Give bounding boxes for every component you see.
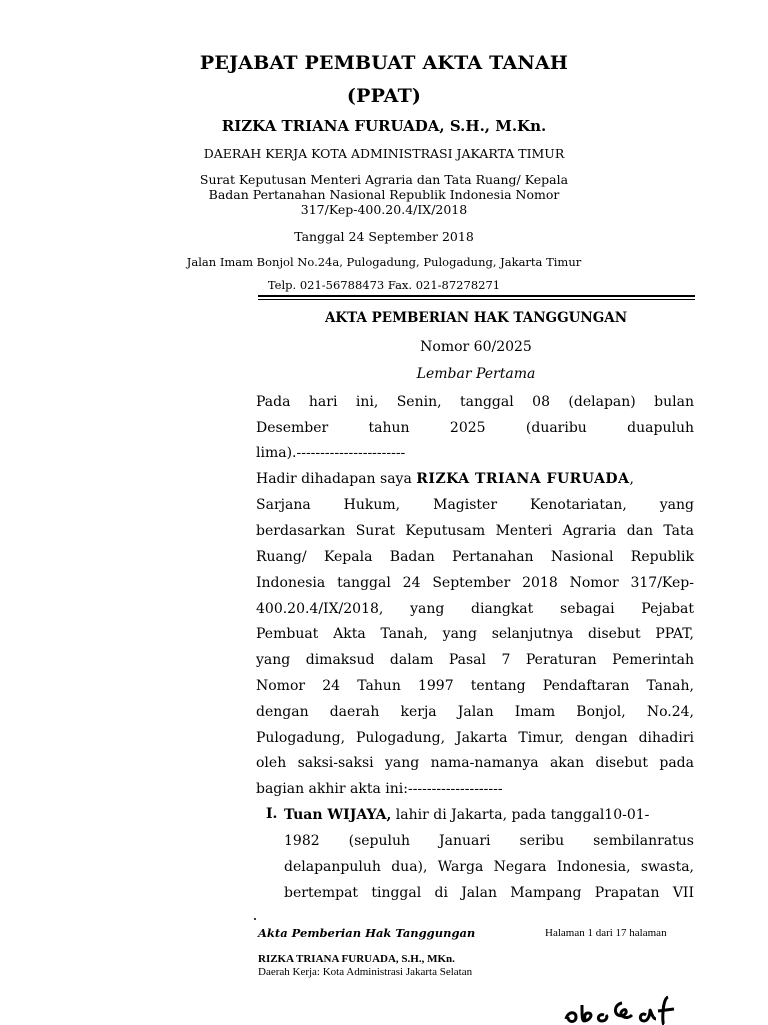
paragraph-2-line: oleh saksi-saksi yang nama-namanya akan disebut pada [256, 755, 694, 771]
paragraph-2-intro: Hadir dihadapan saya [256, 471, 417, 487]
list-item-line: bertempat tinggal di Jalan Mampang Prapatan VII [284, 885, 694, 901]
paragraph-2-line: bagian akhir akta ini:-------------------- [256, 781, 503, 797]
header-divider-thin [258, 299, 695, 300]
header-title: PEJABAT PEMBUAT AKTA TANAH [199, 52, 569, 74]
paragraph-2-line: Nomor 24 Tahun 1997 tentang Pendaftaran Tanah, [256, 678, 694, 694]
paragraph-2-comma: , [629, 471, 634, 487]
paragraph-2-first-line [256, 470, 694, 488]
paragraph-2-line: dengan daerah kerja Jalan Imam Bonjol, No.24, [256, 704, 694, 720]
office-address: Jalan Imam Bonjol No.24a, Pulogadung, Pulogadung, Jakarta Timur [186, 255, 582, 269]
decree-line-1: Surat Keputusan Menteri Agraria dan Tata Ruang/ Kepala [199, 172, 569, 187]
paragraph-1-line: Pada hari ini, Senin, tanggal 08 (delapan) bulan [256, 394, 694, 410]
official-name: RIZKA TRIANA FURUADA, S.H., M.Kn. [221, 117, 547, 135]
paragraph-2-line: Sarjana Hukum, Magister Kenotariatan, yang [256, 497, 694, 513]
list-item-number: I. [266, 806, 278, 822]
paragraph-2-line: yang dimaksud dalam Pasal 7 Peraturan Pemerintah [256, 652, 694, 668]
list-item-line: delapanpuluh dua), Warga Negara Indonesia, swasta, [284, 859, 694, 875]
decree-date: Tanggal 24 September 2018 [294, 229, 474, 244]
paragraph-2-line: Indonesia tanggal 24 September 2018 Nomor 317/Kep- [256, 575, 694, 591]
footer-official-name: RIZKA TRIANA FURUADA, S.H., MKn. [258, 953, 455, 965]
list-item-text: lahir di Jakarta, pada tanggal10-01- [391, 807, 650, 823]
party-name: Tuan WIJAYA, [284, 807, 392, 823]
list-item-first-line [284, 806, 694, 824]
paragraph-1-line: lima).----------------------- [256, 445, 406, 461]
list-item-line: 1982 (sepuluh Januari seribu sembilanratus [284, 833, 694, 849]
official-name-inline: RIZKA TRIANA FURUADA [416, 471, 630, 487]
header-divider [258, 295, 695, 297]
paragraph-2-line: Ruang/ Kepala Badan Pertanahan Nasional Republik [256, 549, 694, 565]
footer-page-number: Halaman 1 dari 17 halaman [545, 927, 667, 939]
header-subtitle: (PPAT) [346, 85, 422, 107]
office-phone: Telp. 021-56788473 Fax. 021-87278271 [267, 278, 501, 292]
footer-document-name: Akta Pemberian Hak Tanggungan [258, 926, 476, 940]
handwritten-scribble [560, 985, 700, 1025]
footer-work-area: Daerah Kerja: Kota Administrasi Jakarta Selatan [258, 966, 473, 978]
decree-line-2: Badan Pertanahan Nasional Republik Indonesia Nomor [208, 187, 560, 202]
paragraph-2-line: Pulogadung, Pulogadung, Jakarta Timur, dengan dihadiri [256, 730, 694, 746]
paragraph-2-line: Pembuat Akta Tanah, yang selanjutnya disebut PPAT, [256, 626, 694, 642]
footer-mark [254, 918, 256, 920]
document-title: AKTA PEMBERIAN HAK TANGGUNGAN [324, 310, 628, 326]
paragraph-1-line: Desember tahun 2025 (duaribu duapuluh [256, 420, 694, 436]
paragraph-2-line: berdasarkan Surat Keputusam Menteri Agraria dan Tata [256, 523, 694, 539]
paragraph-2-line: 400.20.4/IX/2018, yang diangkat sebagai Pejabat [256, 601, 694, 617]
work-area: DAERAH KERJA KOTA ADMINISTRASI JAKARTA TIMUR [203, 146, 565, 161]
document-sheet: Lembar Pertama [416, 366, 536, 382]
decree-line-3: 317/Kep-400.20.4/IX/2018 [300, 202, 468, 217]
document-number: Nomor 60/2025 [420, 339, 532, 355]
